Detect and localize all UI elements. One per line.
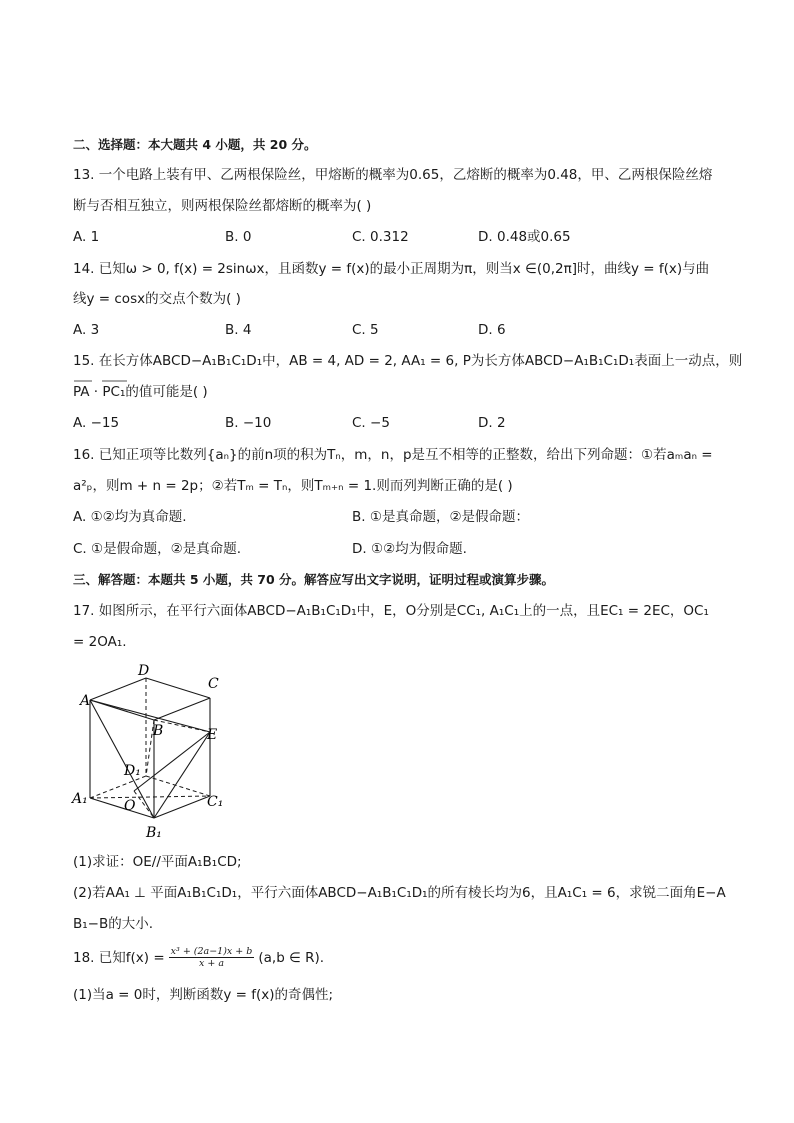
q13-stem-line2: 断与否相互独立，则两根保险丝都熔断的概率为( ): [73, 198, 372, 214]
q18-numerator: x³ + (2a−1)x + b: [170, 946, 253, 957]
q16-stem-line1: 16. 已知正项等比数列{aₙ}的前n项的积为Tₙ，m，n，p是互不相等的正整数，给出下列命题：①若aₘaₙ =: [73, 447, 713, 463]
vector-arrows: [73, 378, 133, 384]
section-2-heading: 二、选择题：本大题共 4 小题，共 20 分。: [73, 137, 317, 152]
edge-a-b1: [90, 700, 154, 818]
label-b1: B₁: [146, 825, 162, 841]
q15-option-b: B. −10: [225, 415, 272, 431]
segment-e-b1: [154, 732, 210, 818]
segment-o-b1-hidden: [134, 791, 154, 818]
diagonal-a1-c1-hidden: [90, 796, 210, 798]
parallelepiped-figure: [70, 660, 240, 845]
q15-option-c: C. −5: [352, 415, 390, 431]
q16-option-c: C. ①是假命题，②是真命题.: [73, 541, 242, 557]
label-o: O: [124, 798, 136, 814]
q14-option-c: C. 5: [352, 322, 379, 338]
q17-part1: (1)求证：OE//平面A₁B₁CD;: [73, 854, 242, 870]
q16-stem-line2: a²ₚ，则m + n = 2p；②若Tₘ = Tₙ，则Tₘ₊ₙ = 1.则而列判断正确的是( ): [73, 478, 513, 494]
section-3-heading: 三、解答题：本题共 5 小题，共 70 分。解答应写出文字说明，证明过程或演算步骤。: [73, 572, 555, 587]
q13-option-d: D. 0.48或0.65: [478, 229, 571, 245]
label-c1: C₁: [207, 794, 224, 810]
q17-stem-line2: = 2OA₁.: [73, 634, 127, 650]
q13-option-a: A. 1: [73, 229, 100, 245]
q18-stem: [73, 946, 324, 969]
q15-stem-line1: 15. 在长方体ABCD−A₁B₁C₁D₁中，AB = 4, AD = 2, AA₁ = 6, P为长方体ABCD−A₁B₁C₁D₁表面上一动点，则: [73, 353, 743, 369]
q15-option-d: D. 2: [478, 415, 506, 431]
q17-part2-line2: B₁−B的大小.: [73, 916, 154, 932]
q17-stem-line1: 17. 如图所示，在平行六面体ABCD−A₁B₁C₁D₁中，E，O分别是CC₁, A₁C₁上的一点，且EC₁ = 2EC，OC₁: [73, 603, 709, 619]
q14-stem-line2: 线y = cosx的交点个数为( ): [73, 291, 241, 307]
q13-option-c: C. 0.312: [352, 229, 409, 245]
label-a1: A₁: [72, 791, 88, 807]
q14-option-d: D. 6: [478, 322, 506, 338]
q18-denominator: x + a: [198, 958, 225, 969]
q16-option-a: A. ①②均为真命题.: [73, 509, 187, 525]
label-d: D: [138, 663, 150, 679]
q16-option-b: B. ①是真命题，②是假命题：: [352, 509, 530, 525]
label-a: A: [80, 693, 91, 709]
q18-prefix: 18. 已知f(x) =: [73, 949, 165, 966]
label-e: E: [207, 727, 218, 743]
q18-part1: (1)当a = 0时，判断函数y = f(x)的奇偶性;: [73, 987, 334, 1003]
q14-stem-line1: 14. 已知ω > 0, f(x) = 2sinωx，且函数y = f(x)的最小正周期为π，则当x ∈(0,2π]时，曲线y = f(x)与曲: [73, 261, 710, 277]
q15-option-a: A. −15: [73, 415, 120, 431]
q17-part2-line1: (2)若AA₁ ⊥ 平面A₁B₁C₁D₁，平行六面体ABCD−A₁B₁C₁D₁的所有棱长均为6，且A₁C₁ = 6，求锐二面角E−A: [73, 885, 726, 901]
q14-option-a: A. 3: [73, 322, 100, 338]
q13-stem-line1: 13. 一个电路上装有甲、乙两根保险丝，甲熔断的概率为0.65，乙熔断的概率为0.48，甲、乙两根保险丝熔: [73, 167, 713, 183]
label-d1: D₁: [124, 763, 141, 779]
label-c: C: [208, 676, 219, 692]
edge-d1-c1-hidden: [146, 776, 210, 796]
q13-option-b: B. 0: [225, 229, 252, 245]
q15-stem-line2: PA · PC₁的值可能是( ): [73, 384, 208, 400]
edge-d-c: [146, 678, 210, 698]
label-b: B: [153, 723, 164, 739]
q14-option-b: B. 4: [225, 322, 252, 338]
edge-a-d: [90, 678, 146, 700]
segment-e-o: [134, 732, 210, 791]
q18-suffix: (a,b ∈ R).: [258, 949, 325, 966]
q18-fraction: [169, 946, 255, 969]
edge-b1-c1: [154, 796, 210, 818]
q16-option-d: D. ①②均为假命题.: [352, 541, 467, 557]
edge-c-b: [154, 698, 210, 720]
